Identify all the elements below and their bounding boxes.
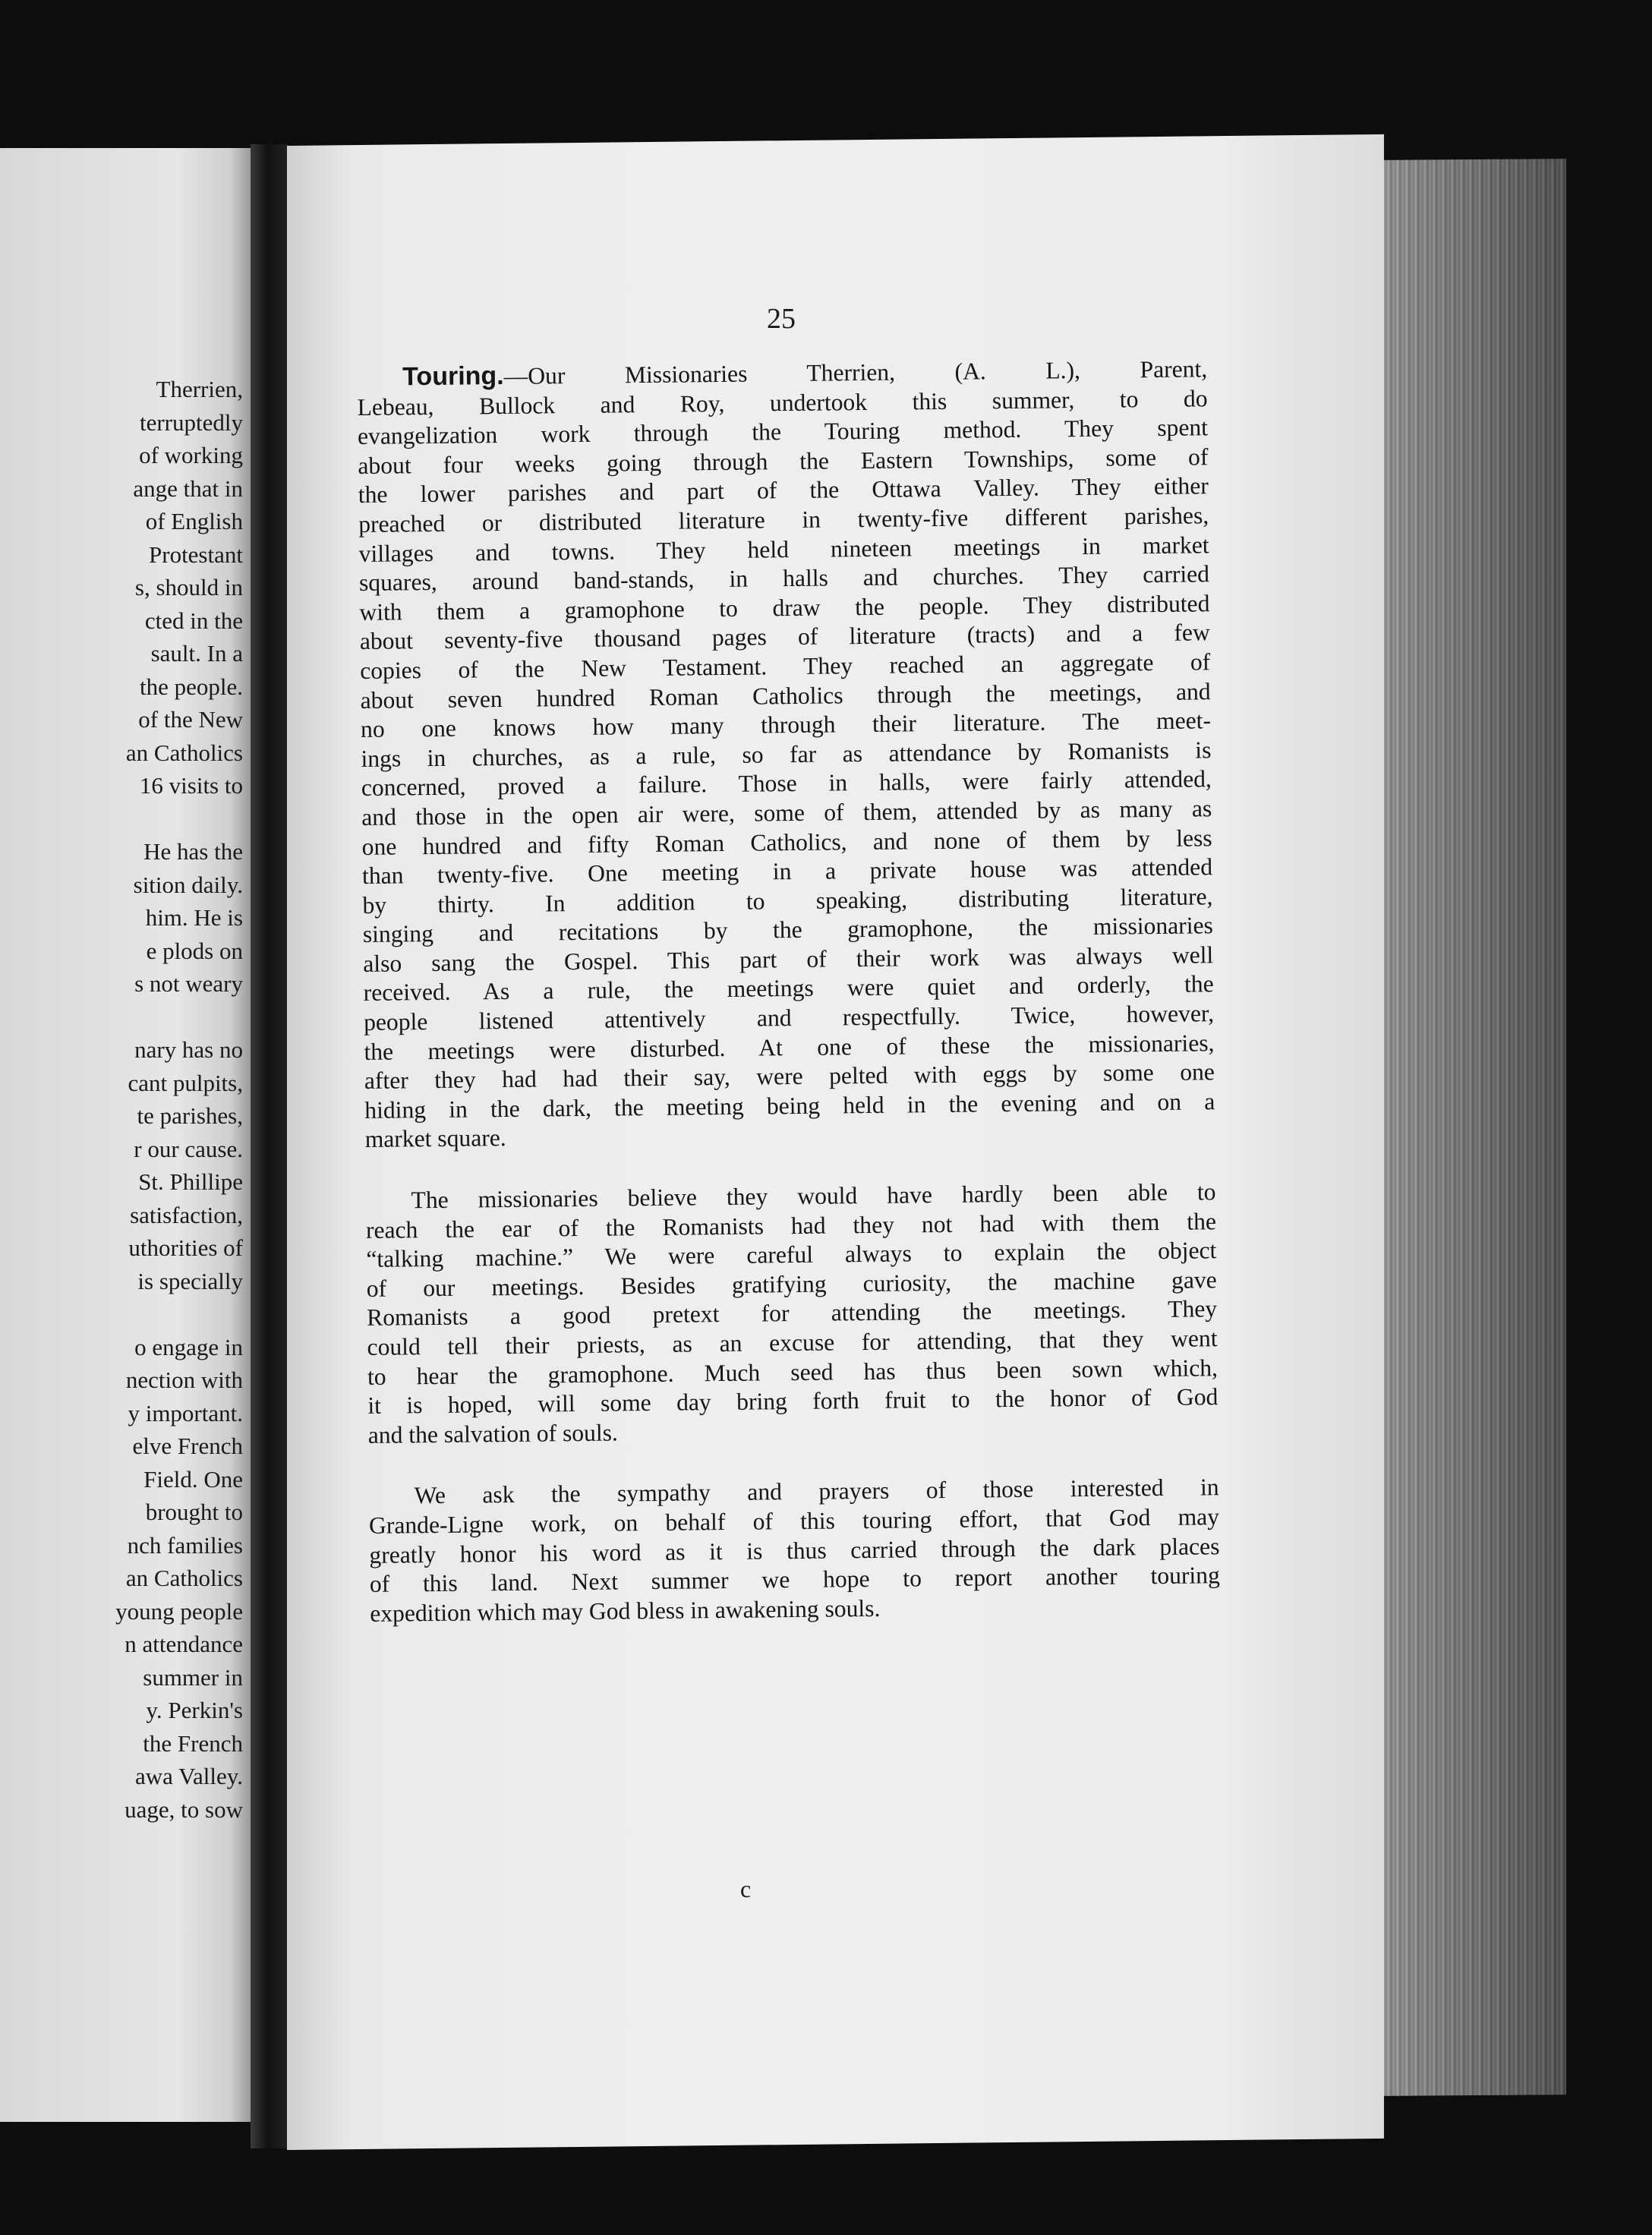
paragraph-3 (368, 1474, 1220, 1629)
left-page-line: the people. (139, 673, 243, 700)
text-line-content: ings in churches, as a rule, so far as attendance by Romanists is (361, 736, 1212, 772)
left-page-line: y important. (128, 1399, 243, 1426)
article-body (357, 354, 1220, 1628)
left-page-line: He has the (143, 838, 243, 865)
left-page-line: nch families (127, 1531, 243, 1559)
book-gutter (251, 144, 288, 2148)
text-line-content: it is hoped, will some day bring forth fruit to the honor of God (367, 1383, 1219, 1420)
left-page-line: an Catholics (125, 739, 243, 766)
text-line-content: the lower parishes and part of the Ottawa Valley. They either (358, 472, 1209, 509)
text-line-content: could tell their priests, as an excuse for attending, that they went (367, 1325, 1218, 1360)
paragraph-1 (357, 354, 1215, 1155)
text-line-content: with them a gramophone to draw the people. They distributed (359, 590, 1210, 626)
text-line-content: villages and towns. They held nineteen meetings in market (358, 531, 1209, 567)
left-page-line: ange that in (133, 474, 243, 502)
left-page-line: the French (143, 1729, 243, 1757)
text-line-content: concerned, proved a failure. Those in halls, were fairly attended, (361, 765, 1212, 802)
text-line-content: We ask the sympathy and prayers of those interested in (414, 1474, 1219, 1509)
left-page-line: sition daily. (133, 871, 243, 898)
text-line-content: reach the ear of the Romanists had they not had with them the (365, 1207, 1217, 1244)
left-page-line: s not weary (134, 970, 243, 997)
left-page-line: terruptedly (139, 408, 243, 436)
left-page-line: brought to (145, 1499, 243, 1525)
left-page-line: o engage in (134, 1333, 243, 1360)
text-line-content: market square. (364, 1124, 506, 1153)
text-line-content: about four weeks going through the Eastern Townships, some of (358, 443, 1209, 479)
left-page-line: y. Perkin's (146, 1697, 243, 1723)
left-page-line: Therrien, (156, 376, 243, 402)
left-page-line: Protestant (149, 541, 243, 568)
left-page-line: e plods on (146, 937, 243, 964)
page-number: 25 (767, 303, 796, 335)
text-line-content: no one knows how many through their literature. The meet- (360, 707, 1212, 743)
text-line-content: “talking machine.” We were careful always to explain the object (366, 1237, 1217, 1273)
text-line-content: of our meetings. Besides gratifying curiosity, the machine gave (366, 1266, 1217, 1302)
text-line-content: expedition which may God bless in awakening souls. (370, 1594, 881, 1627)
text-line-content: The missionaries believe they would have hardly been able to (411, 1178, 1216, 1214)
text-line-content: after they had had their say, were pelted with eggs by some one (364, 1058, 1215, 1095)
text-line-content: people listened attentively and respectfully. Twice, however, (363, 1000, 1215, 1036)
left-page-line: cant pulpits, (128, 1069, 243, 1096)
left-page-line: cted in the (144, 607, 243, 634)
left-page-line: uage, to sow (125, 1795, 243, 1823)
text-line-content: singing and recitations by the gramophone, the missionaries (362, 912, 1214, 948)
left-page-line: Field. One (143, 1465, 243, 1493)
text-line-content: hiding in the dark, the meeting being held in the evening and on a (364, 1088, 1215, 1124)
left-page-line: summer in (143, 1663, 243, 1691)
text-line-content: by thirty. In addition to speaking, distributing literature, (362, 882, 1213, 919)
left-page-line: him. He is (145, 904, 243, 931)
left-page-line: s, should in (134, 574, 243, 601)
text-line-content: the meetings were disturbed. At one of these the missionaries, (364, 1029, 1215, 1065)
text-line-content: Romanists a good pretext for attending the meetings. They (366, 1295, 1218, 1332)
text-line-content: received. As a rule, the meetings were quiet and orderly, the (363, 970, 1214, 1007)
text-line-content: copies of the New Testament. They reached an aggregate of (360, 648, 1211, 684)
paragraph-2 (365, 1177, 1219, 1450)
text-line-content: than twenty-five. One meeting in a private house was attended (361, 853, 1213, 890)
text-line-content: greatly honor his word as it is thus carried through the dark places (369, 1532, 1220, 1568)
left-page-line: satisfaction, (130, 1201, 243, 1228)
left-page-line: young people (115, 1597, 243, 1625)
text-line-content: preached or distributed literature in twenty-five different parishes, (358, 502, 1209, 537)
text-line-content: about seven hundred Roman Catholics through the meetings, and (360, 677, 1211, 714)
left-page-line: 16 visits to (139, 772, 243, 799)
left-page-line: an Catholics (125, 1565, 243, 1591)
left-page-line: te parishes, (137, 1102, 243, 1129)
text-line-content: and the salvation of souls. (367, 1419, 619, 1448)
text-line-content: squares, around band-stands, in halls and churches. They carried (358, 560, 1210, 597)
left-page-line: uthorities of (128, 1234, 243, 1261)
text-line-content: and those in the open air were, some of them, attended by as many as (361, 795, 1212, 831)
left-page-line: sault. In a (150, 640, 243, 667)
text-line-content: one hundred and fifty Roman Catholics, and none of them by less (361, 824, 1212, 860)
left-page-line: n attendance (125, 1631, 243, 1657)
page-fore-edge (1384, 159, 1566, 2096)
left-page-line: of working (139, 442, 243, 468)
text-line-content: to hear the gramophone. Much seed has thus been sown which, (367, 1354, 1219, 1390)
signature-mark: c (740, 1875, 752, 1902)
text-line-content: also sang the Gospel. This part of their work was always well (363, 941, 1214, 977)
left-page-line: is specially (137, 1267, 243, 1294)
left-page-line: of English (145, 508, 243, 534)
text-line-content: Grande-Ligne work, on behalf of this touring effort, that God may (368, 1503, 1220, 1539)
left-page-line: nection with (125, 1367, 243, 1393)
text-line-content: Lebeau, Bullock and Roy, undertook this summer, to do (357, 384, 1208, 421)
text-line-content: of this land. Next summer we hope to report another touring (369, 1562, 1220, 1598)
left-facing-page (0, 148, 251, 2122)
text-line-content: about seventy-five thousand pages of literature (tracts) and a few (359, 619, 1210, 655)
text-line-content: —Our Missionaries Therrien, (A. L.), Parent, (503, 355, 1208, 389)
left-page-line: awa Valley. (134, 1763, 243, 1789)
left-page-line: nary has no (134, 1036, 243, 1063)
section-heading: Touring. (402, 361, 504, 392)
left-page-line: r our cause. (134, 1135, 243, 1162)
left-page-line: of the New (138, 706, 243, 733)
left-page-line: St. Phillipe (138, 1168, 243, 1195)
text-line-content: evangelization work through the Touring method. They spent (357, 414, 1209, 450)
left-page-line: elve French (132, 1433, 243, 1459)
